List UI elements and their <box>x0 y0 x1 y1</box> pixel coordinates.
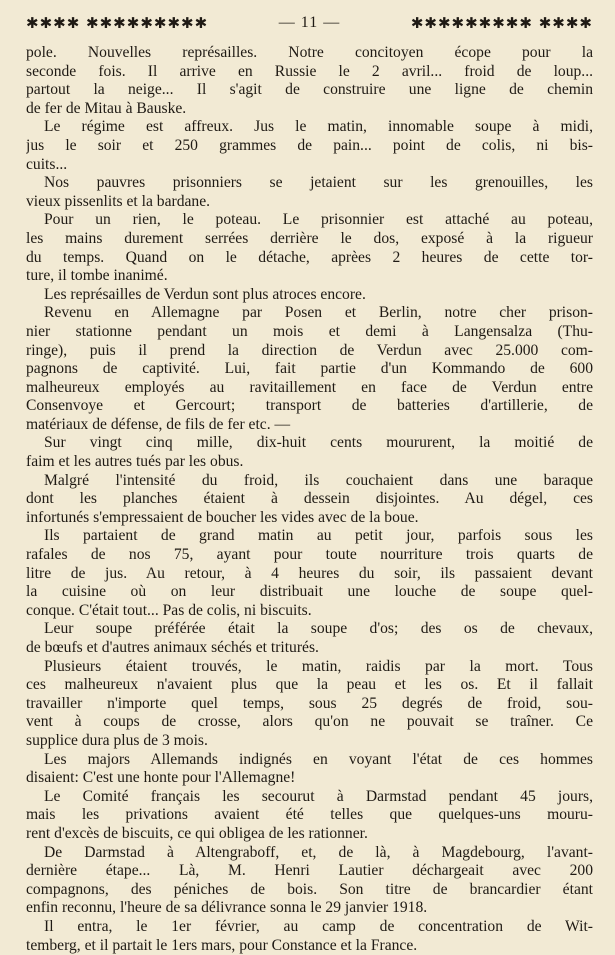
text-line: Le régime est affreux. Jus le matin, innomable soupe à midi, <box>26 118 593 137</box>
text-line: Sur vingt cinq mille, dix-huit cents moururent, la moitié de <box>26 434 593 453</box>
text-line: mais les privations avaient été telles que quelques-uns mouru- <box>26 806 593 825</box>
text-line: litre de jus. Au retour, à 4 heures du soir, ils passaient devant <box>26 565 593 584</box>
text-line: Nos pauvres prisonniers se jetaient sur les grenouilles, les <box>26 174 593 193</box>
text-line: infortunés s'empressaient de boucher les vides avec de la boue. <box>26 509 593 528</box>
text-line: rent d'excès de biscuits, ce qui obligea de les rationner. <box>26 825 593 844</box>
text-line: enfin reconnu, l'heure de sa délivrance sonna le 29 janvier 1918. <box>26 899 593 918</box>
text-line: Consenvoye et Gercourt; transport de batteries d'artillerie, de <box>26 397 593 416</box>
text-line: jus le soir et 250 grammes de pain... point de colis, ni bis- <box>26 137 593 156</box>
text-line: travailler n'importe quel temps, sous 25 degrés de froid, sou- <box>26 695 593 714</box>
text-line: rafales de nos 75, ayant pour toute nourriture trois quarts de <box>26 546 593 565</box>
page-header <box>26 8 593 38</box>
text-line: matériaux de défense, de fils de fer etc. — <box>26 416 593 435</box>
text-line: la cuisine où on leur distribuait une louche de soupe quel- <box>26 583 593 602</box>
text-line: pagnons de captivité. Lui, fait partie d'un Kommando de 600 <box>26 360 593 379</box>
text-line: Le Comité français les secourut à Darmstad pendant 45 jours, <box>26 788 593 807</box>
text-line: Il entra, le 1er février, au camp de concentration de Wit- <box>26 918 593 937</box>
text-line: Revenu en Allemagne par Posen et Berlin, notre cher prison- <box>26 304 593 323</box>
text-line: cuits... <box>26 156 593 175</box>
text-line: ringe), puis il prend la direction de Verdun avec 25.000 com- <box>26 342 593 361</box>
text-line: dont les planches étaient à dessein disjointes. Au dégel, ces <box>26 490 593 509</box>
text-line: disaient: C'est une honte pour l'Allemagne! <box>26 769 593 788</box>
text-line: de bœufs et d'autres animaux séchés et triturés. <box>26 639 593 658</box>
text-line: faim et les autres tués par les obus. <box>26 453 593 472</box>
text-line: Ils partaient de grand matin au petit jour, parfois sous les <box>26 527 593 546</box>
text-line: malheureux employés au ravitaillement en face de Verdun entre <box>26 379 593 398</box>
text-line: ture, il tombe inanimé. <box>26 267 593 286</box>
text-line: temberg, et il partait le 1ers mars, pour Constance et la France. <box>26 937 593 955</box>
text-line: les mains durement serrées derrière le dos, exposé à la rigueur <box>26 230 593 249</box>
text-line: ces malheureux n'avaient plus que la peau et les os. Et il fallait <box>26 676 593 695</box>
text-line: Malgré l'intensité du froid, ils couchaient dans une baraque <box>26 472 593 491</box>
text-line: Pour un rien, le poteau. Le prisonnier est attaché au poteau, <box>26 211 593 230</box>
text-line: nier stationne pendant un mois et demi à Langensalza (Thu- <box>26 323 593 342</box>
text-line: Plusieurs étaient trouvés, le matin, raidis par la mort. Tous <box>26 658 593 677</box>
text-line: vent à coups de crosse, alors qu'on ne pouvait se traîner. Ce <box>26 713 593 732</box>
text-line: partout la neige... Il s'agit de construire une ligne de chemin <box>26 81 593 100</box>
text-line: De Darmstad à Altengraboff, et, de là, à Magdebourg, l'avant- <box>26 844 593 863</box>
text-line: pole. Nouvelles représailles. Notre concitoyen écope pour la <box>26 44 593 63</box>
text-line: vieux pissenlits et la bardane. <box>26 193 593 212</box>
text-line: du temps. Quand on le détache, aprèes 2 heures de cette tor- <box>26 249 593 268</box>
text-line: dernière étape... Là, M. Henri Lautier déchargeait avec 200 <box>26 862 593 881</box>
text-line: seconde fois. Il arrive en Russie le 2 avril... froid de loup... <box>26 63 593 82</box>
text-line: Les représailles de Verdun sont plus atroces encore. <box>26 286 593 305</box>
page-body-text <box>26 44 593 955</box>
text-line: compagnons, des péniches de bois. Son titre de brancardier étant <box>26 881 593 900</box>
header-ornament-right: ✱✱✱✱✱✱✱✱✱ ✱✱✱✱ <box>411 14 593 32</box>
header-ornament-left: ✱✱✱✱ ✱✱✱✱✱✱✱✱✱ <box>26 14 208 32</box>
text-line: Les majors Allemands indignés en voyant l'état de ces hommes <box>26 751 593 770</box>
page-number: — 11 — <box>279 14 340 32</box>
text-line: conque. C'était tout... Pas de colis, ni biscuits. <box>26 602 593 621</box>
text-line: de fer de Mitau à Bauske. <box>26 100 593 119</box>
text-line: supplice dura plus de 3 mois. <box>26 732 593 751</box>
text-line: Leur soupe préférée était la soupe d'os; des os de chevaux, <box>26 620 593 639</box>
